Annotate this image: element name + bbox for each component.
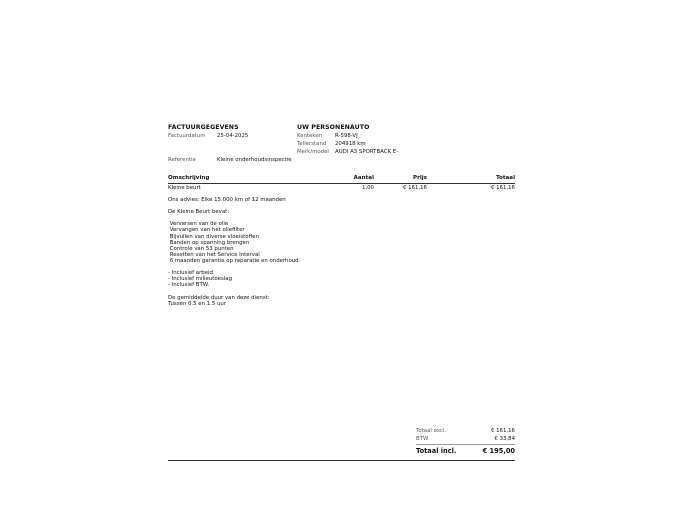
description-line: Verversen van de olie xyxy=(168,221,229,228)
vat-value: € 33,84 xyxy=(494,435,515,442)
bottom-divider xyxy=(168,460,515,461)
vat-label: BTW xyxy=(416,435,429,442)
description-line: Controle van 53 punten xyxy=(168,245,234,252)
description-line: - Inclusief milieutoeslag xyxy=(168,276,233,283)
description-line: Resetten van het Service Interval xyxy=(168,251,260,258)
row-description: Kleine beurt xyxy=(168,185,201,191)
header-quantity: Aantal xyxy=(353,175,374,181)
invoice-date-value: 25-04-2025 xyxy=(217,133,249,139)
row-total: € 161,16 xyxy=(490,185,515,191)
row-price: € 161,16 xyxy=(402,185,427,191)
description-line: De Kleine Beurt bevat: xyxy=(168,209,230,216)
reference-label: Referentie xyxy=(168,157,196,163)
total-excl-row xyxy=(416,428,515,435)
description-line: Bijvullen van diverse vloeistoffen xyxy=(168,233,260,240)
header-price: Prijs xyxy=(412,175,427,181)
description-line: Vervangen van het oliefilter xyxy=(168,227,245,234)
description-line: - Inclusief arbeid xyxy=(168,270,213,277)
model-label: Merk/model xyxy=(297,149,329,155)
invoice-data-title: FACTUURGEGEVENS xyxy=(168,124,239,131)
reference-value: Kleine onderhoudsinspectie xyxy=(217,157,292,163)
plate-value: R-598-VJ xyxy=(335,133,358,139)
total-incl-row xyxy=(416,447,515,456)
model-value: AUDI A3 SPORTBACK E- xyxy=(335,149,399,155)
total-excl-value: € 161,16 xyxy=(490,428,515,434)
odometer-label: Tellerstand xyxy=(297,141,327,147)
vehicle-title: UW PERSONENAUTO xyxy=(297,124,370,131)
total-incl-value: € 195,00 xyxy=(482,447,515,455)
table-header xyxy=(168,175,515,184)
row-quantity: 1,00 xyxy=(361,185,374,191)
description-line: - Inclusief BTW. xyxy=(168,282,210,289)
description-line: Banden op spanning brengen xyxy=(168,239,250,246)
description-line: Tussen 0.5 en 1.5 uur xyxy=(168,300,227,307)
invoice-document xyxy=(168,124,515,464)
header-description: Omschrijving xyxy=(168,175,210,181)
plate-label: Kenteken xyxy=(297,133,323,139)
description-line: 6 maanden garantie op reparatie en onderhoud. xyxy=(168,257,301,264)
header-total: Totaal xyxy=(495,175,515,181)
description-line: Ons advies: Elke 15.000 km of 12 maanden xyxy=(168,197,286,203)
total-incl-label: Totaal incl. xyxy=(416,447,457,455)
description-line: De gemiddelde duur van deze dienst: xyxy=(168,294,270,301)
table-row xyxy=(168,185,515,192)
totals-divider xyxy=(416,444,515,445)
invoice-date-label: Factuurdatum xyxy=(168,133,206,139)
odometer-value: 204918 km xyxy=(335,141,366,147)
total-excl-label: Totaal excl. xyxy=(416,428,447,434)
service-description xyxy=(168,197,408,307)
vat-row xyxy=(416,436,515,443)
